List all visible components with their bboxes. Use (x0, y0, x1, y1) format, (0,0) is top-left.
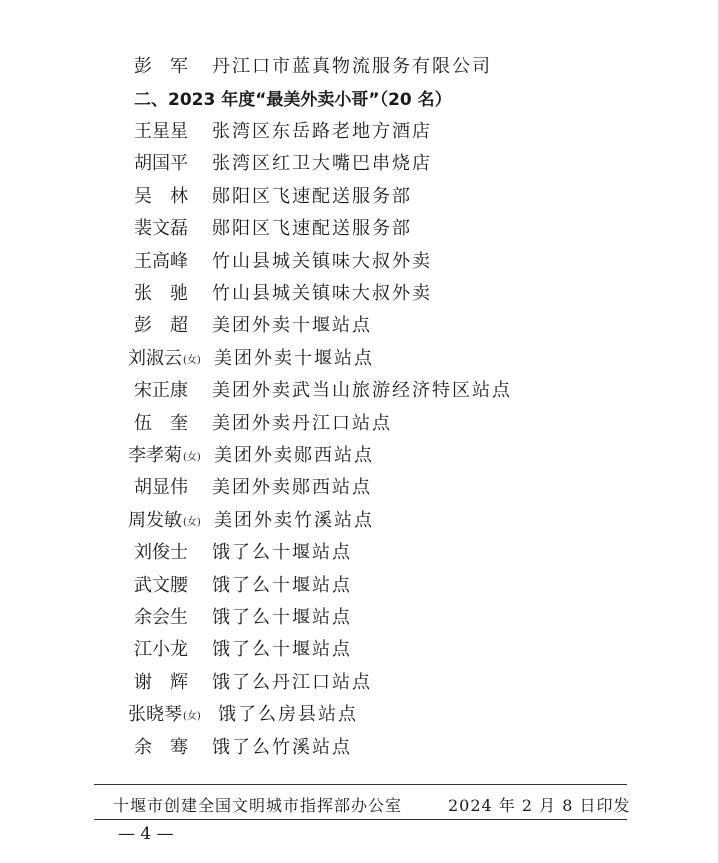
organization-name: 饿了么房县站点 (218, 704, 358, 726)
gender-note-wrap (183, 699, 201, 733)
section-heading: 二、2023 年度“最美外卖小哥”（20 名） (134, 90, 452, 110)
gender-note-wrap (183, 505, 201, 539)
footer-rule-bottom (94, 819, 627, 820)
person-name: 伍 奎 (134, 412, 188, 434)
person-name: 裴文磊 (134, 218, 188, 240)
organization-name: 饿了么十堰站点 (212, 574, 352, 596)
gender-note: (女) (183, 516, 201, 528)
organization-name: 丹江口市蓝真物流服务有限公司 (212, 56, 492, 77)
gender-note: (女) (183, 354, 201, 366)
organization-name: 美团外卖十堰站点 (212, 315, 372, 337)
gender-note: (女) (183, 452, 201, 463)
organization-name: 美团外卖丹江口站点 (212, 412, 392, 434)
person-name: 胡国平 (134, 153, 188, 175)
issuing-office: 十堰市创建全国文明城市指挥部办公室 (113, 796, 403, 815)
page-number: — 4 — (118, 824, 174, 844)
person-name: 彭 超 (134, 315, 188, 337)
person-name: 武文腰 (134, 574, 188, 596)
organization-name: 美团外卖郧西站点 (212, 477, 372, 499)
person-name: 宋正康 (134, 380, 188, 402)
person-name: 江小龙 (134, 639, 188, 661)
person-name: 彭 军 (134, 56, 188, 77)
person-name: 刘俊士 (134, 542, 188, 564)
person-name: 周发敏 (128, 509, 182, 531)
organization-name: 美团外卖竹溪站点 (214, 509, 374, 531)
organization-name: 竹山县城关镇味大叔外卖 (212, 283, 432, 304)
organization-name: 美团外卖十堰站点 (214, 347, 374, 369)
footer-rule-top (94, 784, 627, 785)
person-name: 胡显伟 (134, 477, 188, 499)
person-name: 余会生 (134, 607, 188, 628)
organization-name: 张湾区红卫大嘴巴串烧店 (212, 153, 432, 175)
person-name: 张 驰 (134, 283, 188, 304)
organization-name: 郧阳区飞速配送服务部 (212, 185, 412, 207)
organization-name: 饿了么十堰站点 (212, 639, 352, 661)
person-name: 王星星 (134, 121, 188, 142)
person-name: 刘淑云 (128, 347, 182, 369)
person-name: 吴 林 (134, 185, 188, 207)
organization-name: 饿了么十堰站点 (212, 607, 352, 628)
organization-name: 张湾区东岳路老地方酒店 (212, 121, 432, 142)
organization-name: 美团外卖武当山旅游经济特区站点 (212, 380, 512, 402)
organization-name: 美团外卖郧西站点 (214, 445, 374, 466)
organization-name: 竹山县城关镇味大叔外卖 (212, 250, 432, 272)
organization-name: 饿了么十堰站点 (212, 542, 352, 564)
issue-date: 2024 年 2 月 8 日印发 (448, 796, 631, 815)
organization-name: 郧阳区飞速配送服务部 (212, 218, 412, 240)
organization-name: 饿了么丹江口站点 (212, 671, 372, 693)
person-name: 张晓琴 (128, 704, 182, 726)
person-name: 李孝菊 (128, 445, 182, 466)
gender-note-wrap (183, 343, 201, 377)
gender-note: (女) (183, 711, 201, 723)
person-name: 王高峰 (134, 250, 188, 272)
person-name: 谢 辉 (134, 671, 188, 693)
person-name: 余 骞 (134, 736, 188, 758)
gender-note-wrap (183, 440, 201, 474)
organization-name: 饿了么竹溪站点 (212, 736, 352, 758)
